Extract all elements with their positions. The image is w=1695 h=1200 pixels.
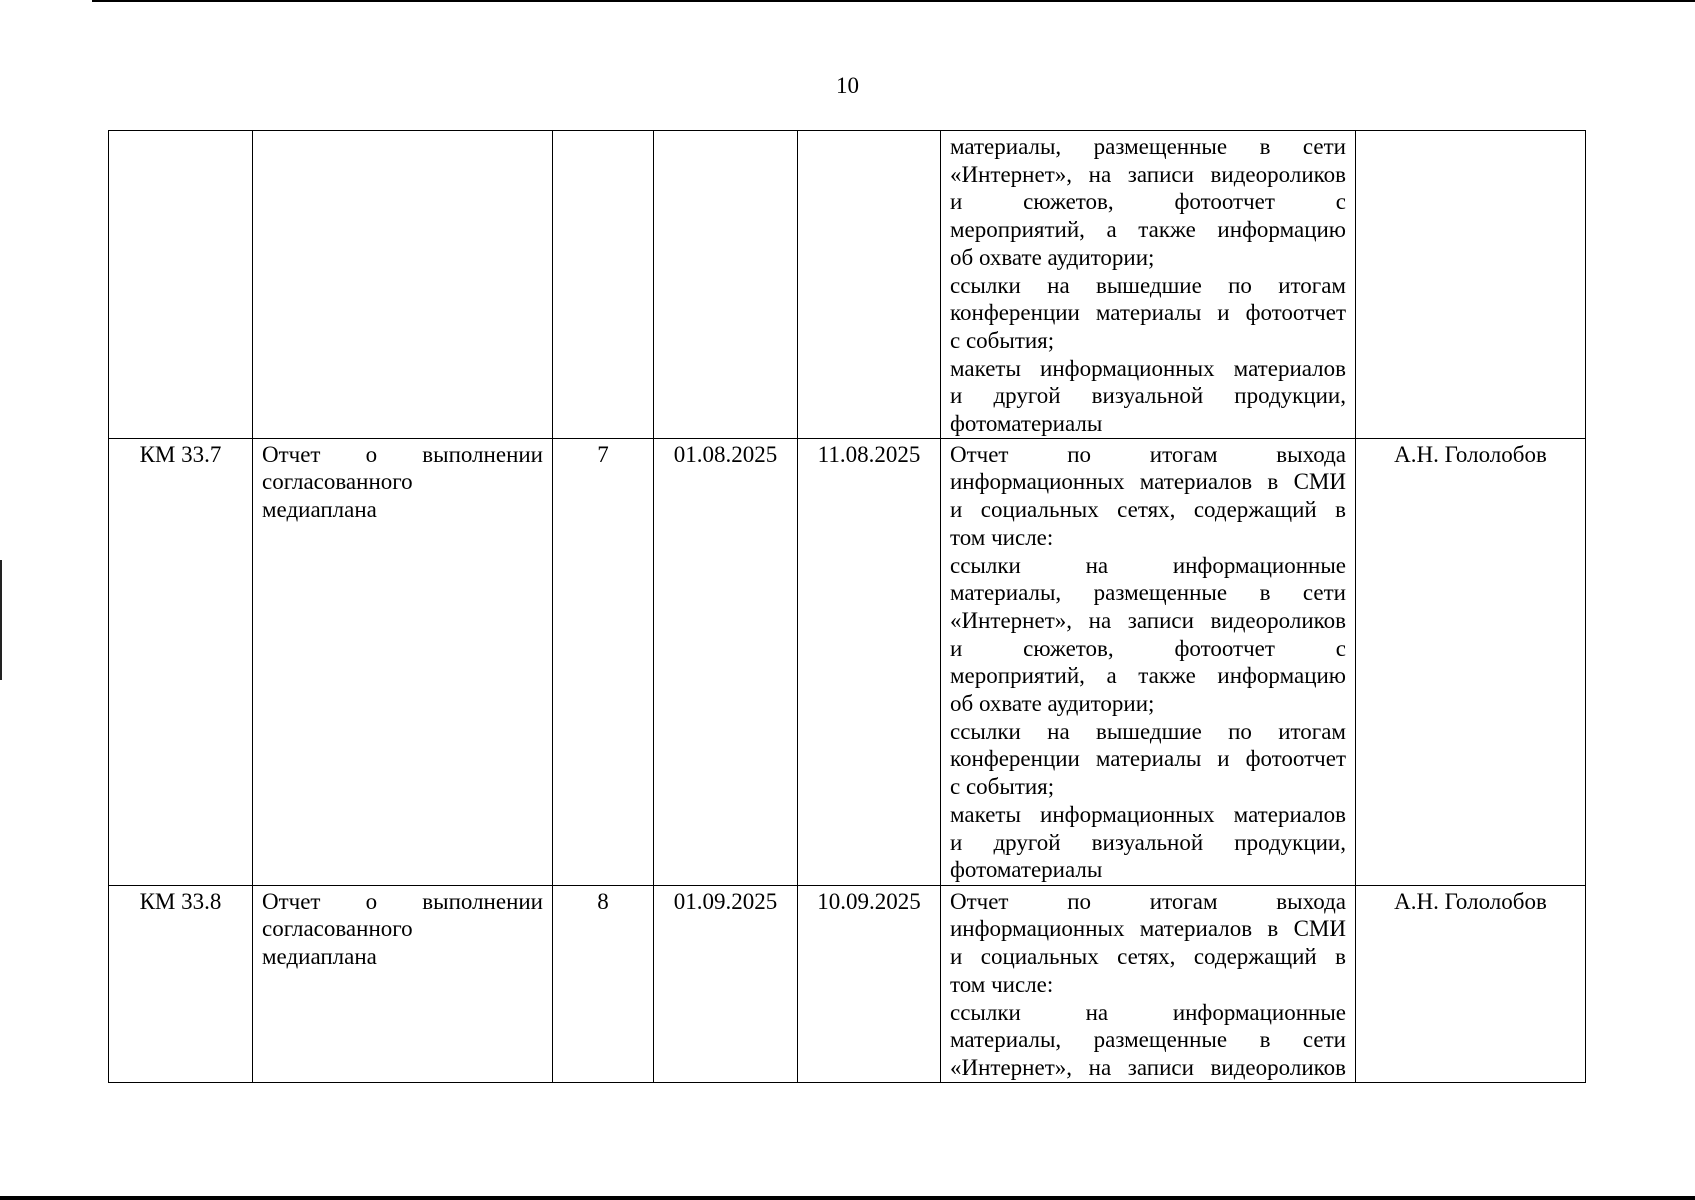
result-text-line: Отчет по итогам выхода <box>950 441 1346 467</box>
result-text-line: «Интернет», на записи видеороликов <box>950 161 1346 187</box>
result-text-line: и сюжетов, фотоотчет с <box>950 635 1346 661</box>
result-text-line: и социальных сетях, содержащий в <box>950 944 1346 970</box>
table-row <box>109 438 1586 885</box>
stage-number-cell: 8 <box>553 885 654 1082</box>
responsible-person-cell: А.Н. Гололобов <box>1356 438 1586 885</box>
stage-number-cell <box>553 131 654 439</box>
result-text-line: фотоматериалы <box>950 411 1103 437</box>
start-date-cell <box>654 131 798 439</box>
result-text-line: ссылки на вышедшие по итогам <box>950 272 1346 298</box>
milestone-code-cell: КМ 33.8 <box>109 885 253 1082</box>
result-text-line: фотоматериалы <box>950 857 1103 883</box>
scan-top-border <box>92 0 1695 2</box>
milestone-name-cell <box>253 438 553 885</box>
result-text-line: и сюжетов, фотоотчет с <box>950 189 1346 215</box>
control-points-table <box>108 130 1586 1083</box>
milestone-name-line: Отчет о выполнении <box>262 441 543 467</box>
result-text-line: с события; <box>950 774 1055 800</box>
milestone-name-cell <box>253 885 553 1082</box>
result-description-cell <box>941 131 1356 439</box>
result-text-line: материалы, размещенные в сети <box>950 580 1346 606</box>
result-text-line: конференции материалы и фотоотчет <box>950 746 1346 772</box>
result-text-line: Отчет по итогам выхода <box>950 888 1346 914</box>
result-text-line: ссылки на информационные <box>950 552 1346 578</box>
result-text-line: ссылки на информационные <box>950 999 1346 1025</box>
result-text-line: об охвате аудитории; <box>950 244 1155 270</box>
responsible-person-cell <box>1356 131 1586 439</box>
result-text-line: том числе: <box>950 524 1054 550</box>
start-date-cell: 01.09.2025 <box>654 885 798 1082</box>
result-text-line: том числе: <box>950 971 1054 997</box>
milestone-name-line: медиаплана <box>262 497 377 523</box>
result-text-line: информационных материалов в СМИ <box>950 916 1346 942</box>
milestone-name-line: согласованного <box>262 469 413 495</box>
table-row <box>109 885 1586 1082</box>
result-text-line: макеты информационных материалов <box>950 355 1346 381</box>
stage-number-cell: 7 <box>553 438 654 885</box>
result-text-line: материалы, размещенные в сети <box>950 1027 1346 1053</box>
result-text-line: «Интернет», на записи видеороликов <box>950 1054 1346 1080</box>
result-text-line: конференции материалы и фотоотчет <box>950 300 1346 326</box>
result-text-line: и другой визуальной продукции, <box>950 829 1346 855</box>
result-text-line: мероприятий, а также информацию <box>950 663 1346 689</box>
milestone-name-cell <box>253 131 553 439</box>
end-date-cell <box>798 131 941 439</box>
milestone-code-cell <box>109 131 253 439</box>
result-text-line: и другой визуальной продукции, <box>950 383 1346 409</box>
scan-left-edge <box>0 560 2 680</box>
result-text-line: макеты информационных материалов <box>950 801 1346 827</box>
table-row <box>109 131 1586 439</box>
scan-bottom-edge <box>0 1196 1695 1200</box>
result-text-line: «Интернет», на записи видеороликов <box>950 607 1346 633</box>
end-date-cell: 10.09.2025 <box>798 885 941 1082</box>
result-text-line: ссылки на вышедшие по итогам <box>950 718 1346 744</box>
milestone-name-line: Отчет о выполнении <box>262 888 543 914</box>
start-date-cell: 01.08.2025 <box>654 438 798 885</box>
result-text-line: с события; <box>950 327 1055 353</box>
result-text-line: материалы, размещенные в сети <box>950 134 1346 159</box>
milestone-name-line: медиаплана <box>262 944 377 970</box>
milestone-name-line: согласованного <box>262 916 413 942</box>
result-text-line: мероприятий, а также информацию <box>950 217 1346 243</box>
page-number: 10 <box>836 73 859 98</box>
result-text-line: информационных материалов в СМИ <box>950 469 1346 495</box>
end-date-cell: 11.08.2025 <box>798 438 941 885</box>
result-description-cell <box>941 885 1356 1082</box>
milestone-code-cell: КМ 33.7 <box>109 438 253 885</box>
result-text-line: и социальных сетях, содержащий в <box>950 497 1346 523</box>
result-description-cell <box>941 438 1356 885</box>
responsible-person-cell: А.Н. Гололобов <box>1356 885 1586 1082</box>
result-text-line: об охвате аудитории; <box>950 691 1155 717</box>
